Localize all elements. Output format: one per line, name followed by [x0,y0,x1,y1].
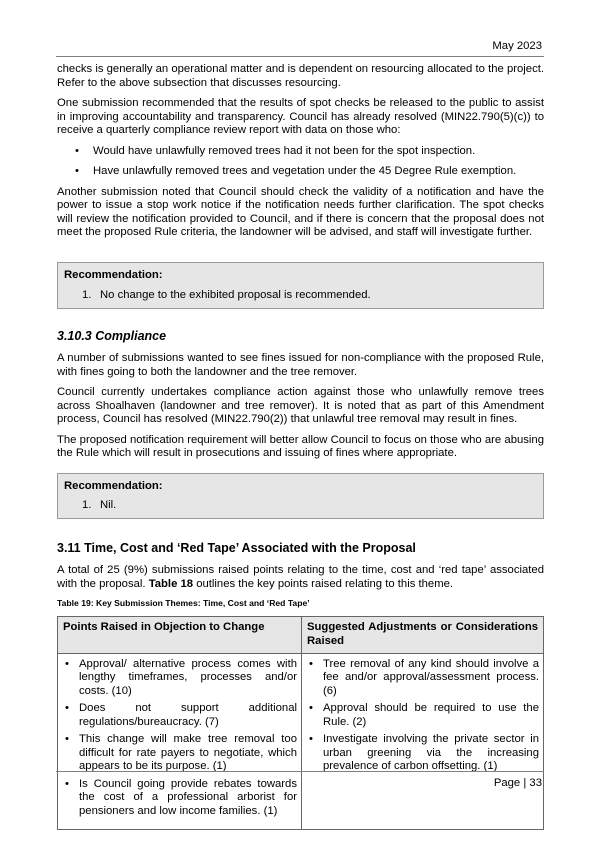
paragraph-red-tape: A total of 25 (9%) submissions raised points relating to the time, cost and ‘red tape’ associated with the proposal. Table 18 outlines the key points raised relating to this theme. [57,564,544,590]
paragraph-notification-requirement: The proposed notification requirement will better allow Council to focus on those who are abusing the Rule which will result in prosecutions and issuing of fines where appropriate. [57,433,544,460]
header-rule [56,56,544,57]
recommendation-text: Nil. [100,499,117,512]
table-header-row [58,617,544,653]
list-item: • Approval/ alternative process comes with lengthy timeframes, processes and/or costs. (10) [62,658,297,699]
section-heading-time-cost: 3.11 Time, Cost and ‘Red Tape’ Associated with the Proposal [57,541,416,556]
recommendation-item [64,499,535,513]
list-item: • Does not support additional regulations/bureaucracy. (7) [62,702,297,729]
recommendation-title: Recommendation: [64,479,163,492]
list-item: • Have unlawfully removed trees and vegetation under the 45 Degree Rule exemption. [57,165,544,179]
page-number: Page | 33 [493,777,542,789]
paragraph-fines: A number of submissions wanted to see fines issued for non-compliance with the proposed Rule, with fines going to both the landowner and the tree remover. [57,352,544,378]
table-caption: Table 19: Key Submission Themes: Time, Cost and ‘Red Tape’ [57,598,310,609]
column-header-objections: Points Raised in Objection to Change [58,617,302,653]
table-cell-objections [58,653,302,829]
recommendation-box [57,473,544,519]
list-item: • This change will make tree removal too difficult for rate payers to negotiate, which appears to be its purpose. (1) [62,733,297,774]
list-item: • Tree removal of any kind should involve a fee and/or approval/assessment process. (6) [306,658,539,699]
table-cell-suggestions [302,653,544,829]
paragraph-notification: Another submission noted that Council should check the validity of a notification and have the power to issue a stop work notice if the notification needs further clarification. The spot checks will review the notification provided to Council, and if there is concern that the proposal does not meet the proposed Rule criteria, the landowner will be advised, and staff will investigate further. [57,185,544,239]
item-number: 1. [82,499,92,512]
paragraph-spot-checks: One submission recommended that the results of spot checks be released to the public to assist in improving accountability and transparency. Council has already resolved (MIN22.790(5)(c)) to receive a quarterly compliance review report with data on those who: [57,97,544,137]
recommendation-box [57,262,544,309]
page-content [57,63,544,830]
recommendation-text: No change to the exhibited proposal is recommended. [100,288,371,301]
footer-rule [56,771,544,772]
list-item: • Approval should be required to use the Rule. (2) [306,702,539,729]
item-number: 1. [82,288,92,301]
table-row [58,653,544,829]
submission-themes-table [57,616,544,829]
recommendation-title: Recommendation: [64,269,163,282]
spot-check-list [57,145,544,179]
list-item: • Would have unlawfully removed trees had it not been for the spot inspection. [57,145,544,159]
column-header-suggestions: Suggested Adjustments or Considerations Raised [302,617,544,653]
list-item: • Investigate involving the private sector in urban greening via the increasing prevalence of carbon offsetting. (1) [306,733,539,774]
paragraph-resourcing: checks is generally an operational matter and is dependent on resourcing allocated to the project. Refer to the above subsection that discusses resourcing. [57,63,544,89]
recommendation-item [64,289,535,303]
paragraph-compliance-action: Council currently undertakes compliance action against those who unlawfully remove trees across Shoalhaven (landowner and tree remover). It is noted that as part of this Amendment process, Council has resolved (MIN22.790(2)) that unlawful tree removal may result in fines. [57,386,544,426]
section-heading-compliance: 3.10.3 Compliance [57,329,167,344]
list-item: • Is Council going provide rebates towards the cost of a professional arborist for pensioners and low income families. (1) [62,778,297,819]
table-reference: Table 18 [148,577,194,590]
header-date: May 2023 [492,40,542,52]
